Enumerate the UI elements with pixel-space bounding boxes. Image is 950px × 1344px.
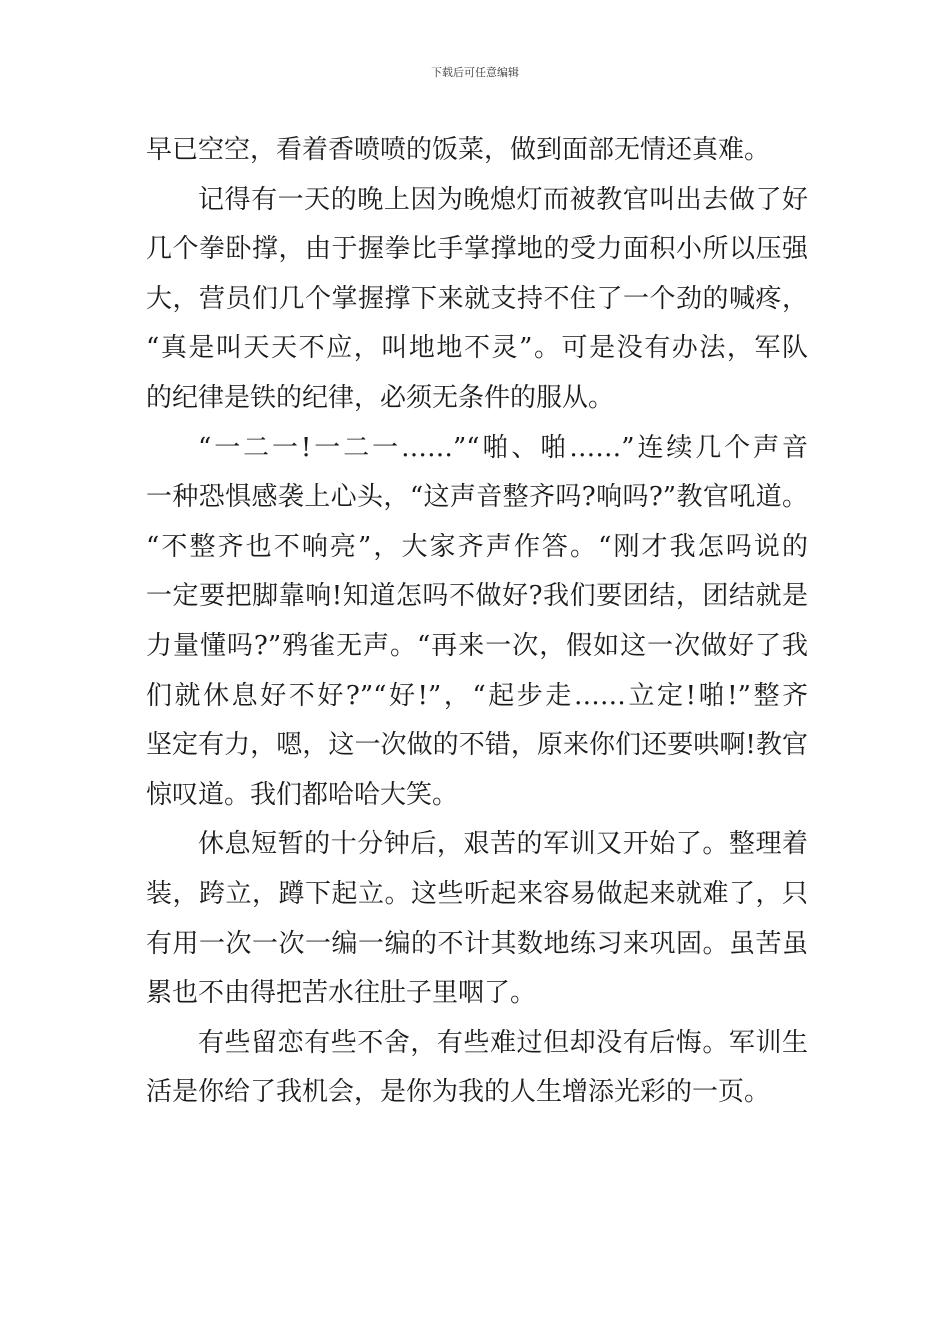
text-line: 们就休息好不好?”“好!”，“起步走……立定!啪!”整齐 [146, 680, 808, 711]
text-line: 有些留恋有些不舍，有些难过但却没有后悔。军训生 [198, 1027, 808, 1058]
text-line: 的纪律是铁的纪律，必须无条件的服从。 [146, 382, 615, 413]
text-line: 记得有一天的晚上因为晚熄灯而被教官叫出去做了好 [198, 184, 808, 215]
text-line: 力量懂吗?”鸦雀无声。“再来一次，假如这一次做好了我 [146, 630, 808, 661]
text-line: 累也不由得把苦水往肚子里咽了。 [146, 978, 537, 1009]
text-line: “一二一!一二一……”“啪、啪……”连续几个声音 [198, 432, 808, 463]
text-line: 早已空空，看着香喷喷的饭菜，做到面部无情还真难。 [146, 135, 771, 165]
text-line: 装，跨立，蹲下起立。这些听起来容易做起来就难了，只 [146, 878, 808, 909]
text-line: “真是叫天天不应，叫地地不灵”。可是没有办法，军队 [146, 333, 808, 364]
paragraph [146, 176, 808, 424]
paragraph [146, 126, 808, 176]
document-body [146, 126, 808, 1118]
text-line: 一定要把脚靠响!知道怎吗不做好?我们要团结，团结就是 [146, 581, 808, 612]
text-line: 惊叹道。我们都哈哈大笑。 [146, 779, 459, 810]
paragraph [146, 1019, 808, 1118]
text-line: 有用一次一次一编一编的不计其数地练习来巩固。虽苦虽 [146, 928, 808, 959]
text-line: 休息短暂的十分钟后，艰苦的军训又开始了。整理着 [198, 829, 808, 860]
text-line: 坚定有力，嗯，这一次做的不错，原来你们还要哄啊!教官 [146, 730, 808, 761]
paragraph [146, 424, 808, 821]
text-line: “不整齐也不响亮”，大家齐声作答。“刚才我怎吗说的 [146, 531, 808, 562]
text-line: 大，营员们几个掌握撑下来就支持不住了一个劲的喊疼， [146, 283, 808, 314]
text-line: 活是你给了我机会，是你为我的人生增添光彩的一页。 [146, 1077, 771, 1108]
text-line: 一种恐惧感袭上心头，“这声音整齐吗?响吗?”教官吼道。 [146, 482, 808, 513]
text-line: 几个拳卧撑，由于握拳比手掌撑地的受力面积小所以压强 [146, 234, 808, 265]
page-header: 下载后可任意编辑 [431, 66, 519, 79]
paragraph [146, 820, 808, 1018]
